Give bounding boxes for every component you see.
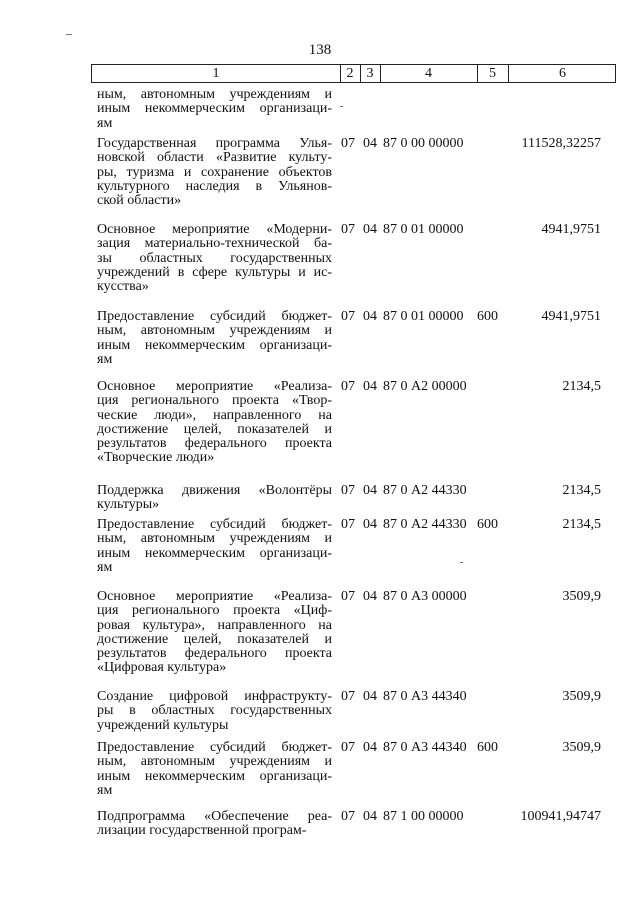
amount: 2134,5 [562, 517, 601, 532]
description-line: Предоставление субсидий бюджет- [97, 517, 332, 532]
scan-artifact [66, 34, 72, 35]
description-line: «Цифровая культура» [97, 660, 227, 676]
target-article-code: 87 0 А2 44330 [383, 483, 467, 498]
description-line: достижение целей, показателей и [97, 421, 332, 437]
header-col-6: 6 [559, 66, 566, 81]
section-code: 07 [341, 809, 355, 824]
amount: 2134,5 [562, 483, 601, 498]
description-line: ры, туризма и сохранение объектов [97, 164, 332, 180]
amount: 3509,9 [562, 689, 601, 704]
subsection-code: 04 [363, 379, 377, 394]
row-description [97, 590, 332, 676]
section-code: 07 [341, 379, 355, 394]
target-article-code: 87 0 А3 00000 [383, 589, 467, 604]
description-line: Подпрограмма «Обеспечение реа- [97, 809, 332, 824]
description-line: Предоставление субсидий бюджет- [97, 740, 332, 755]
description-line: ция регионального проекта «Твор- [97, 393, 332, 409]
section-code: 07 [341, 222, 355, 237]
header-col-4: 4 [425, 66, 432, 81]
description-line: ям [97, 351, 113, 367]
description-line: ры в областных государственных [97, 703, 332, 719]
subsection-code: 04 [363, 740, 377, 755]
scan-artifact [340, 106, 343, 107]
description-line: иным некоммерческим организаци- [97, 768, 332, 784]
row-description [97, 518, 332, 575]
amount: 4941,9751 [541, 222, 601, 237]
row-description [97, 690, 332, 733]
description-line: ция регионального проекта «Циф- [97, 603, 332, 619]
description-line: иным некоммерческим организаци- [97, 545, 332, 561]
subsection-code: 04 [363, 222, 377, 237]
target-article-code: 87 1 00 00000 [383, 809, 464, 824]
description-line: учреждений в сфере культуры и ис- [97, 264, 332, 280]
expense-type-code: 600 [477, 517, 498, 532]
description-line: ской области» [97, 193, 182, 209]
row-description [97, 310, 332, 367]
description-line: зация материально-технической ба- [97, 236, 332, 252]
row-description [97, 484, 332, 513]
subsection-code: 04 [363, 809, 377, 824]
description-line: ям [97, 115, 113, 131]
scan-artifact [460, 562, 463, 563]
description-line: Создание цифровой инфраструкту- [97, 689, 332, 704]
amount: 3509,9 [562, 740, 601, 755]
description-line: Государственная программа Улья- [97, 136, 332, 151]
target-article-code: 87 0 А3 44340 [383, 689, 467, 704]
expense-type-code: 600 [477, 309, 498, 324]
section-code: 07 [341, 740, 355, 755]
subsection-code: 04 [363, 483, 377, 498]
description-line: Основное мероприятие «Реализа- [97, 589, 332, 604]
row-description [97, 223, 332, 294]
section-code: 07 [341, 517, 355, 532]
header-col-3: 3 [366, 66, 374, 81]
section-code: 07 [341, 589, 355, 604]
subsection-code: 04 [363, 309, 377, 324]
description-line: результатов федерального проекта [97, 646, 332, 662]
description-line: Предоставление субсидий бюджет- [97, 309, 332, 324]
description-line: иным некоммерческим организаци- [97, 101, 332, 117]
section-code: 07 [341, 689, 355, 704]
description-line: новской области «Развитие культу- [97, 150, 332, 166]
description-line: ным, автономным учреждениям и [97, 531, 332, 547]
row-description [97, 810, 332, 839]
page-number: 138 [308, 42, 332, 58]
row-description [97, 88, 332, 131]
amount: 3509,9 [562, 589, 601, 604]
description-line: Основное мероприятие «Модерни- [97, 222, 332, 237]
description-line: учреждений культуры [97, 717, 229, 733]
description-line: достижение целей, показателей и [97, 631, 332, 647]
description-line: ческие люди», направленного на [97, 407, 332, 423]
section-code: 07 [341, 136, 355, 151]
amount: 2134,5 [562, 379, 601, 394]
target-article-code: 87 0 А3 44340 [383, 740, 467, 755]
expense-type-code: 600 [477, 740, 498, 755]
description-line: иным некоммерческим организаци- [97, 337, 332, 353]
description-line: «Творческие люди» [97, 450, 215, 466]
row-description [97, 137, 332, 208]
target-article-code: 87 0 01 00000 [383, 309, 464, 324]
description-line: ям [97, 782, 113, 798]
table-header-row [91, 64, 616, 83]
description-line: культурного наследия в Ульянов- [97, 178, 332, 194]
subsection-code: 04 [363, 517, 377, 532]
description-line: ным, автономным учреждениям и [97, 754, 332, 770]
amount: 100941,94747 [520, 809, 601, 824]
target-article-code: 87 0 А2 00000 [383, 379, 467, 394]
description-line: результатов федерального проекта [97, 436, 332, 452]
header-col-2: 2 [346, 66, 354, 81]
description-line: Поддержка движения «Волонтёры [97, 483, 332, 498]
subsection-code: 04 [363, 689, 377, 704]
target-article-code: 87 0 00 00000 [383, 136, 464, 151]
subsection-code: 04 [363, 136, 377, 151]
description-line: лизации государственной програм- [97, 823, 307, 839]
header-col-5: 5 [489, 66, 496, 81]
subsection-code: 04 [363, 589, 377, 604]
description-line: кусства» [97, 279, 149, 295]
amount: 4941,9751 [541, 309, 601, 324]
row-description [97, 380, 332, 466]
description-line: ровая культура», направленного на [97, 617, 332, 633]
section-code: 07 [341, 309, 355, 324]
target-article-code: 87 0 А2 44330 [383, 517, 467, 532]
description-line: ным, автономным учреждениям и [97, 87, 332, 102]
header-col-1: 1 [212, 66, 220, 81]
description-line: ным, автономным учреждениям и [97, 323, 332, 339]
section-code: 07 [341, 483, 355, 498]
description-line: Основное мероприятие «Реализа- [97, 379, 332, 394]
description-line: зы областных государственных [97, 250, 332, 266]
description-line: культуры» [97, 497, 160, 513]
amount: 111528,32257 [521, 136, 601, 151]
target-article-code: 87 0 01 00000 [383, 222, 464, 237]
description-line: ям [97, 559, 113, 575]
row-description [97, 741, 332, 798]
